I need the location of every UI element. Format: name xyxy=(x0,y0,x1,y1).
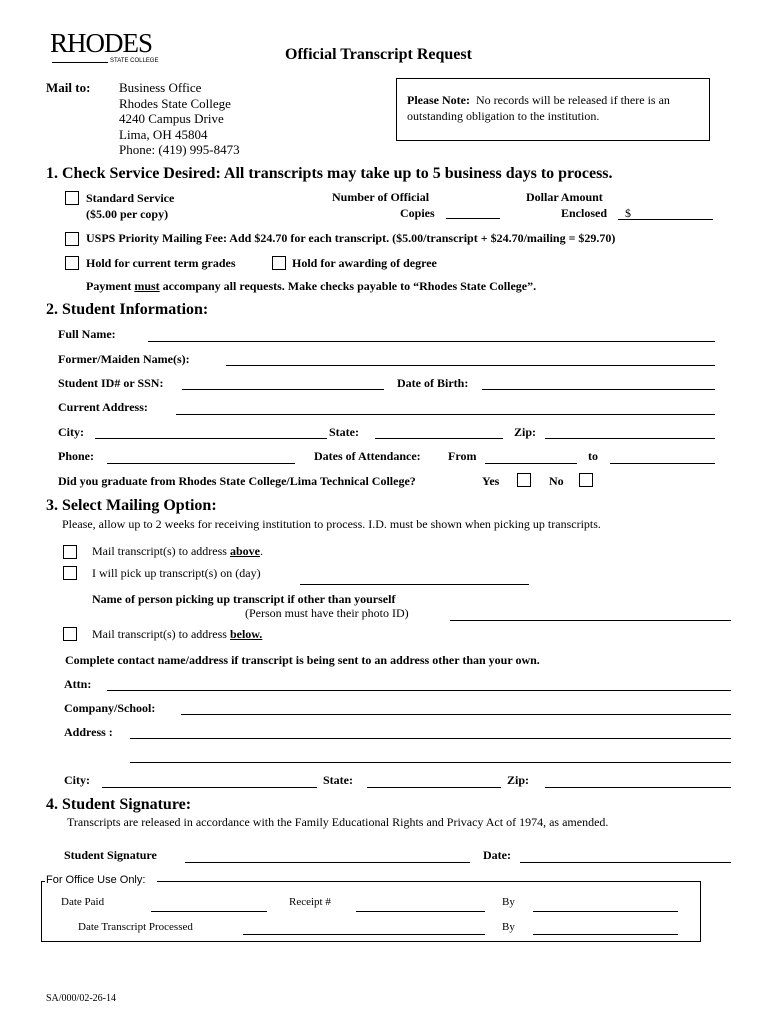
current-address-label: Current Address: xyxy=(58,400,148,414)
mail-below-pre: Mail transcript(s) to address xyxy=(92,627,230,641)
zip-label: Zip: xyxy=(514,425,537,439)
company-label: Company/School: xyxy=(64,701,156,715)
payment-note xyxy=(86,279,536,294)
to-field[interactable] xyxy=(610,463,715,464)
page-title: Official Transcript Request xyxy=(285,46,472,63)
state-label: State: xyxy=(329,425,359,439)
from-field[interactable] xyxy=(485,463,577,464)
pickup-person-field[interactable] xyxy=(450,620,731,621)
by1-label: By xyxy=(502,896,515,908)
address-line: Rhodes State College xyxy=(119,95,231,111)
mail-address-field-2[interactable] xyxy=(130,762,731,763)
logo-subtitle: STATE COLLEGE xyxy=(110,58,159,64)
office-use-legend: For Office Use Only: xyxy=(46,874,146,886)
logo-underline xyxy=(52,62,108,63)
mail-address-field-1[interactable] xyxy=(130,738,731,739)
city-field[interactable] xyxy=(95,438,327,439)
standard-line2: ($5.00 per copy) xyxy=(86,207,169,221)
phone-label: Phone: xyxy=(58,449,94,463)
num-copies-label2: Copies xyxy=(400,206,435,220)
graduate-question: Did you graduate from Rhodes State College/Lima Technical College? xyxy=(58,474,416,488)
hold-degree-checkbox[interactable] xyxy=(272,256,286,270)
section3-heading: 3. Select Mailing Option: xyxy=(46,497,217,514)
note-text xyxy=(407,92,670,124)
by1-field[interactable] xyxy=(533,911,678,912)
pickup-person-note: (Person must have their photo ID) xyxy=(245,606,409,620)
mail-to-label: Mail to: xyxy=(46,80,91,95)
mail-to-address xyxy=(119,80,240,158)
graduate-yes-checkbox[interactable] xyxy=(517,473,531,487)
mail-above-pre: Mail transcript(s) to address xyxy=(92,544,230,558)
dob-field[interactable] xyxy=(482,389,715,390)
state-field[interactable] xyxy=(375,438,503,439)
dates-attendance-label: Dates of Attendance: xyxy=(314,449,421,463)
current-address-field[interactable] xyxy=(176,414,715,415)
receipt-label: Receipt # xyxy=(289,896,331,908)
city-label: City: xyxy=(58,425,84,439)
mail-address-label: Address : xyxy=(64,725,113,739)
signature-label: Student Signature xyxy=(64,848,157,862)
graduate-no-checkbox[interactable] xyxy=(579,473,593,487)
complete-address-note: Complete contact name/address if transcript is being sent to an address other than your own. xyxy=(65,653,540,667)
pickup-person-label: Name of person picking up transcript if other than yourself xyxy=(92,592,396,606)
no-label: No xyxy=(549,474,564,488)
pickup-day-field[interactable] xyxy=(300,584,529,585)
section3-subtext: Please, allow up to 2 weeks for receiving institution to process. I.D. must be shown when picking up transcripts. xyxy=(62,517,601,531)
dollar-sign: $ xyxy=(625,206,631,220)
hold-grades-label: Hold for current term grades xyxy=(86,256,236,270)
mail-above-post: . xyxy=(259,544,263,558)
num-copies-label1: Number of Official xyxy=(332,190,430,204)
by2-label: By xyxy=(502,921,515,933)
receipt-field[interactable] xyxy=(356,911,485,912)
dollar-amount-field[interactable] xyxy=(618,219,713,220)
attn-field[interactable] xyxy=(107,690,731,691)
mail-state-field[interactable] xyxy=(367,787,501,788)
num-copies-field[interactable] xyxy=(446,218,500,219)
mail-above-label xyxy=(92,544,263,559)
full-name-label: Full Name: xyxy=(58,327,116,341)
former-name-field[interactable] xyxy=(226,365,715,366)
mail-above-checkbox[interactable] xyxy=(63,545,77,559)
former-name-label: Former/Maiden Name(s): xyxy=(58,352,190,366)
note-line1: No records will be released if there is an xyxy=(475,93,670,107)
note-line2: outstanding obligation to the institution. xyxy=(407,109,600,123)
standard-service-label xyxy=(86,190,174,222)
hold-degree-label: Hold for awarding of degree xyxy=(292,256,437,270)
pickup-label: I will pick up transcript(s) on (day) xyxy=(92,566,261,580)
office-box-top-left xyxy=(41,881,45,882)
section1-heading: 1. Check Service Desired: All transcripts may take up to 5 business days to process. xyxy=(46,165,613,182)
pickup-checkbox[interactable] xyxy=(63,566,77,580)
signature-date-field[interactable] xyxy=(520,862,731,863)
section4-heading: 4. Student Signature: xyxy=(46,796,192,813)
mail-city-field[interactable] xyxy=(102,787,317,788)
mail-above-u: above xyxy=(229,544,260,558)
date-processed-field[interactable] xyxy=(243,934,485,935)
usps-label: USPS Priority Mailing Fee: Add $24.70 for each transcript. ($5.00/transcript + $24.70/mailing = $29.70) xyxy=(86,231,616,245)
section4-subtext: Transcripts are released in accordance with the Family Educational Rights and Privacy Act of 1974, as amended. xyxy=(67,815,609,829)
standard-line1: Standard Service xyxy=(86,191,175,205)
signature-date-label: Date: xyxy=(483,848,511,862)
mail-below-label xyxy=(92,627,262,642)
phone-field[interactable] xyxy=(107,463,295,464)
mail-zip-field[interactable] xyxy=(545,787,731,788)
mail-below-checkbox[interactable] xyxy=(63,627,77,641)
payment-post: accompany all requests. Make checks payable to “Rhodes State College”. xyxy=(159,279,537,293)
signature-field[interactable] xyxy=(185,862,470,863)
office-box-top-right xyxy=(157,881,700,882)
mail-city-label: City: xyxy=(64,773,90,787)
address-line: Business Office xyxy=(119,80,202,95)
address-line: Lima, OH 45804 xyxy=(119,126,208,142)
logo-name: RHODES xyxy=(50,28,153,58)
zip-field[interactable] xyxy=(545,438,715,439)
student-id-label: Student ID# or SSN: xyxy=(58,376,164,390)
date-paid-field[interactable] xyxy=(151,911,267,912)
student-id-field[interactable] xyxy=(182,389,384,390)
full-name-field[interactable] xyxy=(148,341,715,342)
address-line: 4240 Campus Drive xyxy=(119,111,224,126)
dollar-amount-label2: Enclosed xyxy=(561,206,608,220)
dob-label: Date of Birth: xyxy=(397,376,469,390)
from-label: From xyxy=(448,449,477,463)
dollar-amount-label1: Dollar Amount xyxy=(526,190,603,204)
usps-checkbox[interactable] xyxy=(65,232,79,246)
attn-label: Attn: xyxy=(64,677,92,691)
date-paid-label: Date Paid xyxy=(61,896,105,908)
form-code: SA/000/02-26-14 xyxy=(46,993,116,1004)
section2-heading: 2. Student Information: xyxy=(46,301,209,318)
standard-service-checkbox[interactable] xyxy=(65,191,79,205)
hold-grades-checkbox[interactable] xyxy=(65,256,79,270)
yes-label: Yes xyxy=(482,474,500,488)
date-processed-label: Date Transcript Processed xyxy=(78,921,193,933)
mail-zip-label: Zip: xyxy=(507,773,530,787)
by2-field[interactable] xyxy=(533,934,678,935)
college-logo xyxy=(50,28,160,68)
mail-state-label: State: xyxy=(323,773,353,787)
payment-pre: Payment xyxy=(86,279,135,293)
address-line: Phone: (419) 995-8473 xyxy=(119,142,240,157)
note-label: Please Note: xyxy=(407,93,470,107)
to-label: to xyxy=(588,449,598,463)
payment-must: must xyxy=(134,279,160,293)
mail-below-u: below. xyxy=(229,627,263,641)
company-field[interactable] xyxy=(181,714,731,715)
